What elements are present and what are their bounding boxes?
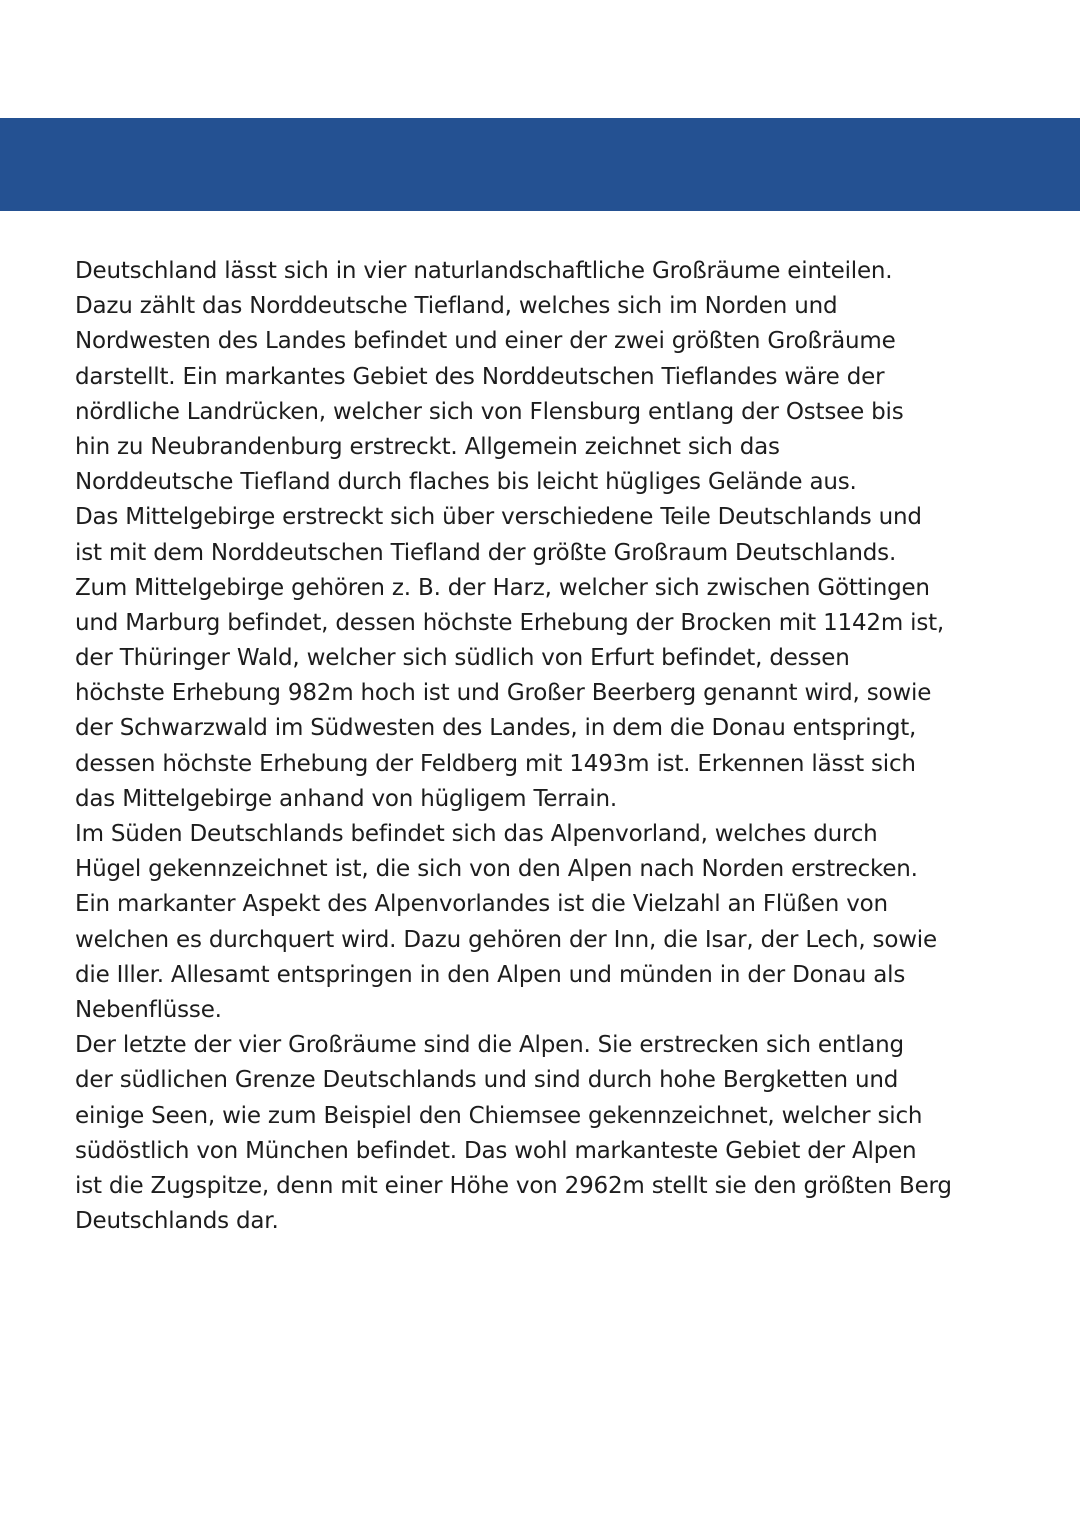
text-line: einige Seen, wie zum Beispiel den Chiemsee gekennzeichnet, welcher sich: [75, 1102, 923, 1129]
text-line: ist die Zugspitze, denn mit einer Höhe von 2962m stellt sie den größten Berg: [75, 1172, 952, 1199]
text-line: Dazu zählt das Norddeutsche Tiefland, welches sich im Norden und: [75, 293, 838, 320]
text-line: Nordwesten des Landes befindet und einer der zwei größten Großräume: [75, 328, 896, 355]
text-line: der südlichen Grenze Deutschlands und sind durch hohe Bergketten und: [75, 1067, 899, 1094]
text-line: dessen höchste Erhebung der Feldberg mit 1493m ist. Erkennen lässt sich: [75, 750, 916, 777]
text-line: darstellt. Ein markantes Gebiet des Norddeutschen Tieflandes wäre der: [75, 363, 885, 390]
text-line: Ein markanter Aspekt des Alpenvorlandes ist die Vielzahl an Flüßen von: [75, 891, 888, 918]
text-line: das Mittelgebirge anhand von hügligem Terrain.: [75, 785, 618, 812]
text-line: der Thüringer Wald, welcher sich südlich von Erfurt befindet, dessen: [75, 645, 850, 672]
text-line: die Iller. Allesamt entspringen in den Alpen und münden in der Donau als: [75, 961, 906, 988]
text-line: hin zu Neubrandenburg erstreckt. Allgemein zeichnet sich das: [75, 433, 780, 460]
text-line: Deutschland lässt sich in vier naturlandschaftliche Großräume einteilen.: [75, 258, 893, 284]
text-line: südöstlich von München befindet. Das wohl markanteste Gebiet der Alpen: [75, 1137, 917, 1164]
text-line: Zum Mittelgebirge gehören z. B. der Harz, welcher sich zwischen Göttingen: [75, 574, 930, 601]
text-line: Das Mittelgebirge erstreckt sich über verschiedene Teile Deutschlands und: [75, 504, 922, 531]
text-line: höchste Erhebung 982m hoch ist und Großer Beerberg genannt wird, sowie: [75, 680, 932, 707]
text-line: der Schwarzwald im Südwesten des Landes, in dem die Donau entspringt,: [75, 715, 917, 742]
text-line: Der letzte der vier Großräume sind die Alpen. Sie erstrecken sich entlang: [75, 1032, 904, 1059]
text-line: Hügel gekennzeichnet ist, die sich von den Alpen nach Norden erstrecken.: [75, 856, 918, 883]
body-text: [75, 254, 1015, 1239]
text-line: Deutschlands dar.: [75, 1208, 279, 1235]
header-band: [0, 118, 1080, 211]
text-line: Nebenflüsse.: [75, 996, 222, 1023]
text-line: ist mit dem Norddeutschen Tiefland der größte Großraum Deutschlands.: [75, 539, 897, 566]
text-line: Norddeutsche Tiefland durch flaches bis leicht hügliges Gelände aus.: [75, 469, 857, 496]
text-line: nördliche Landrücken, welcher sich von Flensburg entlang der Ostsee bis: [75, 398, 904, 425]
text-line: welchen es durchquert wird. Dazu gehören der Inn, die Isar, der Lech, sowie: [75, 926, 937, 953]
text-line: Im Süden Deutschlands befindet sich das Alpenvorland, welches durch: [75, 821, 878, 847]
text-line: und Marburg befindet, dessen höchste Erhebung der Brocken mit 1142m ist,: [75, 609, 945, 636]
